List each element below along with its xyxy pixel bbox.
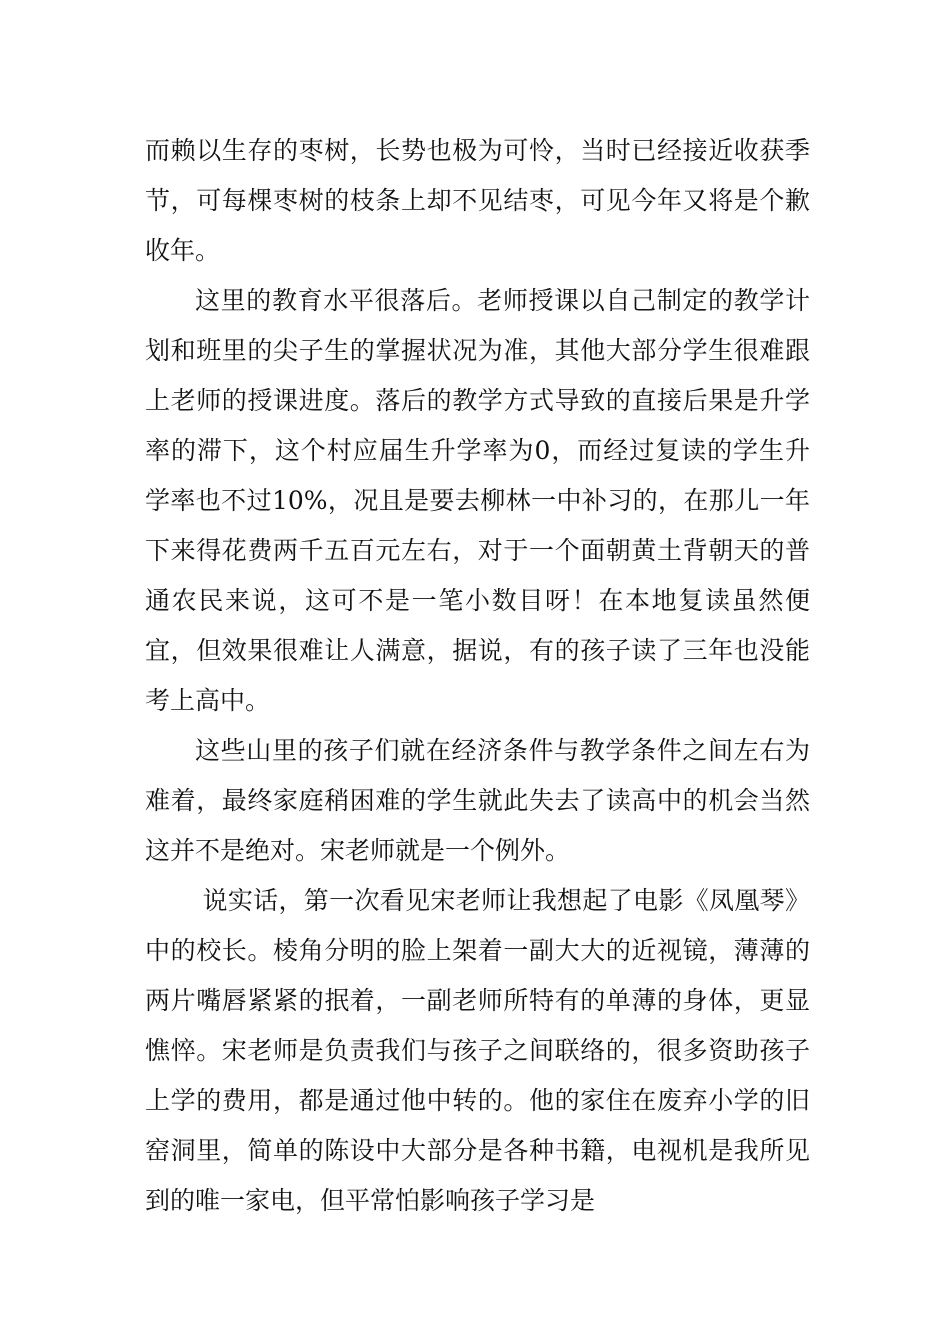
paragraph-3: 这些山里的孩子们就在经济条件与教学条件之间左右为难着，最终家庭稍困难的学生就此失去了读高中的机会当然这并不是绝对。宋老师就是一个例外。 [145, 736, 810, 865]
paragraph-1: 而赖以生存的枣树，长势也极为可怜，当时已经接近收获季节，可每棵枣树的枝条上却不见结枣，可见今年又将是个歉收年。 [145, 136, 810, 265]
body-text [145, 126, 810, 1226]
paragraph-2: 这里的教育水平很落后。老师授课以自己制定的教学计划和班里的尖子生的掌握状况为准，其他大部分学生很难跟上老师的授课进度。落后的教学方式导致的直接后果是升学率的滞下，这个村应届生升学率为0，而经过复读的学生升学率也不过10%，况且是要去柳林一中补习的，在那儿一年下来得花费两千五百元左右，对于一个面朝黄土背朝天的普通农民来说，这可不是一笔小数目呀！在本地复读虽然便宜，但效果很难让人满意，据说，有的孩子读了三年也没能考上高中。 [145, 286, 810, 715]
paragraph-4: 说实话，第一次看见宋老师让我想起了电影《凤凰琴》中的校长。棱角分明的脸上架着一副大大的近视镜，薄薄的两片嘴唇紧紧的抿着，一副老师所特有的单薄的身体，更显憔悴。宋老师是负责我们与孩子之间联络的，很多资助孩子上学的费用，都是通过他中转的。他的家住在废弃小学的旧窑洞里，简单的陈设中大部分是各种书籍，电视机是我所见到的唯一家电，但平常怕影响孩子学习是 [145, 886, 810, 1215]
